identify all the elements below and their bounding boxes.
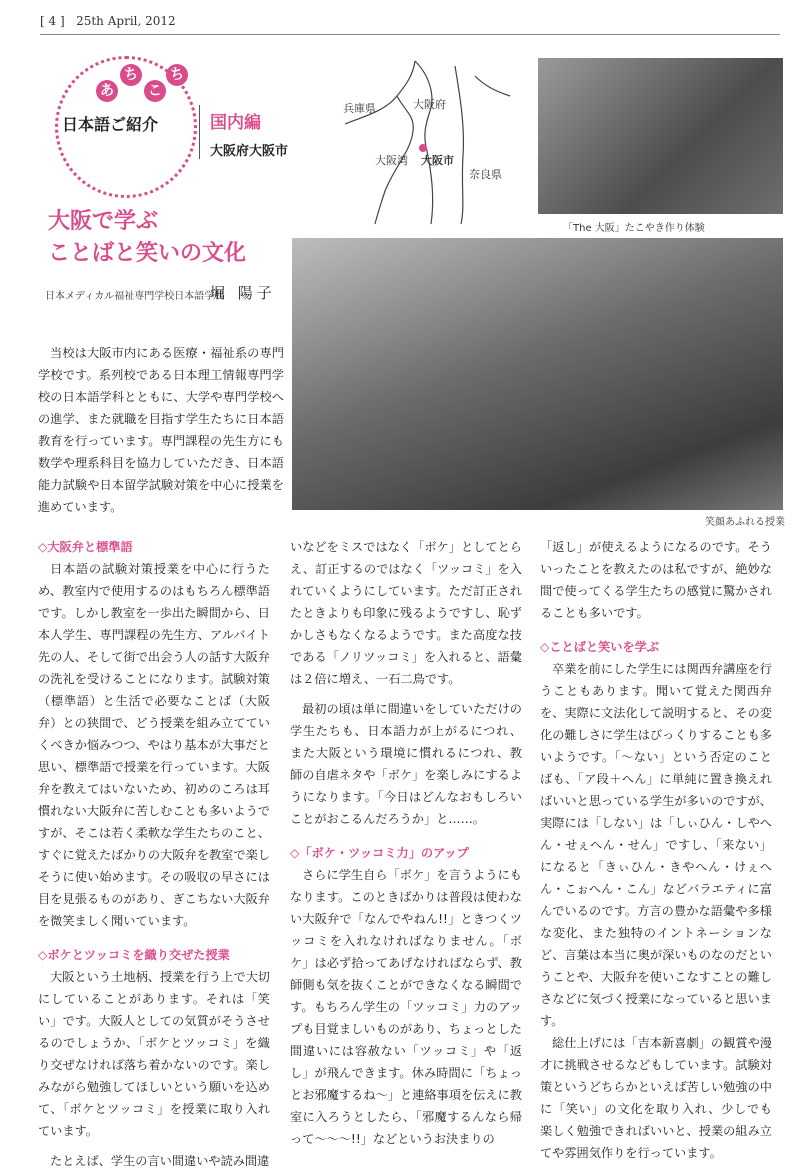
intro-paragraph: 当校は大阪市内にある医療・福祉系の専門学校です。系列校である日本理工情報専門学校の日本語学科とともに、大学や専門学校への進学、また就職を目指す学生たちに日本語教育を行っています。専門課程の先生方にも数学や理系科目を協力していただき、日本語能力試験や日本留学試験対策を中心に授業を進めています。 bbox=[38, 346, 284, 514]
article-title-line1: 大阪で学ぶ bbox=[48, 209, 159, 234]
section-heading-power-up: ◇「ボケ・ツッコミ力」のアップ bbox=[290, 846, 469, 860]
acchi-kocchi-logo bbox=[96, 60, 186, 108]
page-number: [ 4 ] bbox=[40, 14, 65, 28]
header-rule bbox=[40, 34, 780, 35]
section-body: 総仕上げには「吉本新喜劇」の観賞や漫才に挑戦させるなどもしています。試験対策というどちらかといえば苦しい勉強の中に「笑い」の文化を取り入れ、少しでも楽しく勉強できればいいと、授業の組み立てや雰囲気作りを行っています。 bbox=[540, 1036, 772, 1160]
logo-char-2: ち bbox=[120, 64, 142, 86]
logo-char-4: ち bbox=[166, 64, 188, 86]
section-heading-boke-tsukkomi: ◇ボケとツッコミを織り交ぜた授業 bbox=[38, 948, 230, 962]
city-label: 大阪府大阪市 bbox=[210, 144, 289, 159]
osaka-map bbox=[335, 56, 525, 226]
logo-char-1: あ bbox=[96, 80, 118, 102]
section-body: 大阪という土地柄、授業を行う上で大切にしていることがあります。それは「笑い」です。大阪人としての気質がそうさせるのでしょうか、「ボケとツッコミ」を織り交ぜなければ落ち着かないのです。楽しみながら勉強してほしいという願いを込めて、「ボケとツッコミ」を授業に取り入れています。 bbox=[38, 970, 270, 1138]
classroom-photo bbox=[292, 238, 783, 510]
section-body: いなどをミスではなく「ボケ」としてとらえ、訂正するのではなく「ツッコミ」を入れていくようにしています。ただ訂正されたときよりも印象に残るようですし、恥ずかしさもなくなるようです。また高度な技である「ノリツッコミ」を入れると、語彙は２倍に増え、一石二鳥です。 bbox=[290, 540, 522, 686]
map-label-osaka-bay: 大阪湾 bbox=[375, 154, 408, 167]
section-body: さらに学生自ら「ボケ」を言うようにもなります。このときばかりは普段は使わない大阪弁で「なんでやねん!!」ときつくツッコミを入れなければなりません。「ボケ」は必ず拾ってあげなければならず、教師側も気を抜くことができなくなる瞬間です。もちろん学生の「ツッコミ」力のアップも目覚ましいものがあり、ちょっとした間違いには容赦ない「ツッコミ」や「返し」が飛んできます。休み時間に「ちょっとお邪魔するね～」と連絡事項を伝えに教室に入ろうとしたら、「邪魔するんなら帰って～～～!!」などというお決まりの bbox=[290, 868, 522, 1146]
author-affiliation: 日本メディカル福祉専門学校日本語学科 bbox=[45, 291, 225, 302]
takoyaki-photo bbox=[538, 58, 783, 214]
section-heading-kotoba-warai: ◇ことばと笑いを学ぶ bbox=[540, 640, 660, 654]
column-title: 日本語ご紹介 bbox=[62, 115, 159, 134]
divider bbox=[199, 105, 200, 159]
logo-char-3: こ bbox=[144, 80, 166, 102]
map-outline bbox=[335, 56, 525, 226]
section-body: 最初の頃は単に間違いをしていただけの学生たちも、日本語力が上がるにつれ、また大阪という環境に慣れるにつれ、教師の自虐ネタや「ボケ」を楽しみにするようになります。「今日はどんなおもしろいことがおこるんだろうか」と……。 bbox=[290, 702, 522, 826]
map-label-osaka-city: 大阪市 bbox=[421, 154, 454, 167]
section-body: 「返し」が使えるようになるのです。そういったことを教えたのは私ですが、絶妙な間で使ってくる学生たちの感覚に驚かされることも多いです。 bbox=[540, 540, 772, 620]
map-label-osaka-pref: 大阪府 bbox=[413, 98, 446, 111]
edition-label: 国内編 bbox=[210, 113, 261, 133]
column-3 bbox=[540, 536, 772, 1164]
section-body: 日本語の試験対策授業を中心に行うため、教室内で使用するのはもちろん標準語です。しかし教室を一歩出た瞬間から、日本人学生、専門課程の先生方、アルバイト先の人、そして街で出会う人の話す大阪弁の洗礼を受けることになります。試験対策（標準語）と生活で必要なことば（大阪弁）との狭間で、どう授業を組み立てていくべきか悩みつつ、やはり基本が大事だと思い、標準語で授業を行っています。大阪弁を教えてはいないため、初めのころは耳慣れない大阪弁に苦しむことも多いようですが、そこは若く柔軟な学生たちのこと、すぐに覚えたばかりの大阪弁を教室で楽しそうに使い始めます。その吸収の早さには目を見張るものがあり、ぎこちない大阪弁を微笑ましく聞いています。 bbox=[38, 562, 270, 928]
photo-caption-takoyaki: 「The 大阪」たこやき作り体験 bbox=[563, 223, 705, 234]
issue-date: 25th April, 2012 bbox=[76, 14, 176, 28]
section-body: たとえば、学生の言い間違いや読み間違 bbox=[50, 1154, 270, 1168]
photo-caption-classroom: 笑顔あふれる授業 bbox=[705, 517, 785, 528]
author-name: 堀 陽子 bbox=[210, 284, 276, 302]
map-label-nara: 奈良県 bbox=[469, 168, 502, 181]
map-label-hyogo: 兵庫県 bbox=[343, 102, 376, 115]
page-header bbox=[40, 14, 176, 28]
section-body: 卒業を前にした学生には関西弁講座を行うこともあります。聞いて覚えた関西弁を、実際に文法化して説明すると、その変化の難しさに学生はびっくりすることも多いようです。「～ない」という否定のことばも、「ア段＋へん」に単純に置き換えればいいと思っている学生が多いのですが、実際には「しない」は「しぃひん・しやへん・せぇへん・せん」ですし、「来ない」になると「きぃひん・きやへん・けぇへん・こぉへん・こん」などバラエティに富んでいるのです。方言の豊かな語彙や多様な変化、また独特のイントネーションなど、言葉は本当に奥が深いものなのだということや、大阪弁を使いこなすことの難しさなどに気づく授業になっていると思います。 bbox=[540, 662, 772, 1028]
column-2 bbox=[290, 536, 522, 1150]
column-1 bbox=[38, 536, 270, 1172]
article-title-line2: ことばと笑いの文化 bbox=[48, 241, 247, 266]
section-heading-osaka-ben: ◇大阪弁と標準語 bbox=[38, 540, 133, 554]
